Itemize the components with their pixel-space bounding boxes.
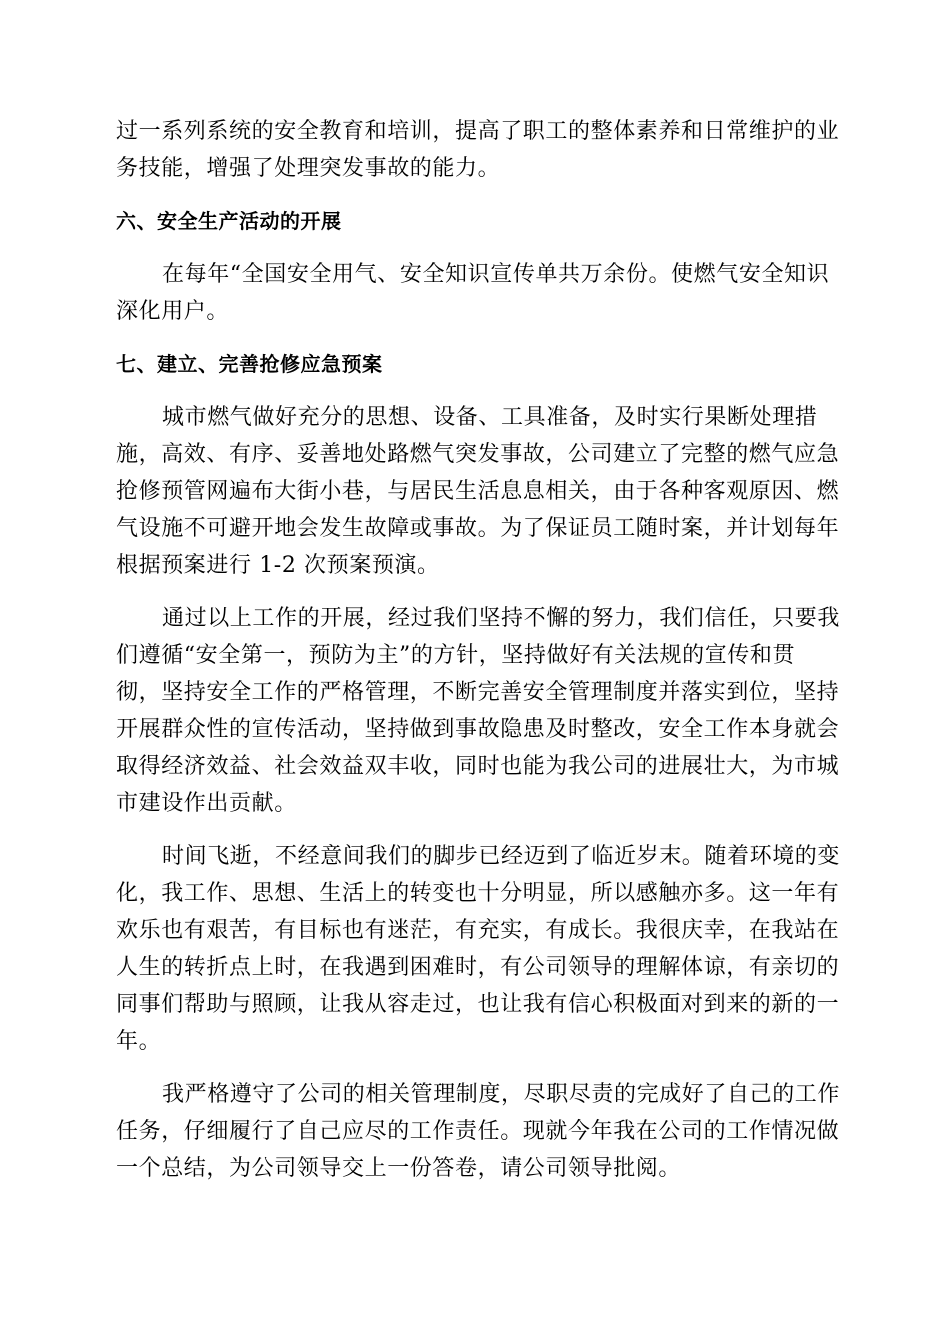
text-line: 过一系列系统的安全教育和培训，提高了职工的整体素养和日常维护的业 — [116, 119, 840, 144]
text-line: 同事们帮助与照顾，让我从容走过，也让我有信心积极面对到来的新的一 — [116, 992, 840, 1017]
text-line: 气设施不可避开地会发生故障或事故。为了保证员工随时案，并计划每年 — [116, 516, 840, 541]
paragraph-conclusion — [116, 600, 841, 822]
text-line: 市建设作出贡献。 — [116, 791, 297, 816]
text-line: 城市燃气做好充分的思想、设备、工具准备，及时实行果断处理措 — [162, 405, 818, 430]
paragraph-section-7 — [116, 399, 840, 584]
paragraph-reflection — [116, 838, 841, 1060]
text-line: 务技能，增强了处理突发事故的能力。 — [116, 156, 501, 181]
text-line: 时间飞逝，不经意间我们的脚步已经迈到了临近岁末。随着环境的变 — [162, 844, 841, 869]
text-line: 们遵循“安全第一，预防为主”的方针，坚持做好有关法规的宣传和贯 — [116, 643, 796, 668]
text-line: 我严格遵守了公司的相关管理制度，尽职尽责的完成好了自己的工作 — [162, 1082, 841, 1107]
text-line: 取得经济效益、社会效益双丰收，同时也能为我公司的进展壮大，为市城 — [116, 754, 840, 779]
section-heading-7: 七、建立、完善抢修应急预案 — [116, 352, 383, 376]
text-line: 年。 — [116, 1029, 162, 1054]
text-line: 任务，仔细履行了自己应尽的工作责任。现就今年我在公司的工作情况做 — [116, 1119, 840, 1144]
text-line: 化，我工作、思想、生活上的转变也十分明显，所以感触亦多。这一年有 — [116, 881, 840, 906]
paragraph-intro — [116, 113, 840, 187]
text-line: 深化用户。 — [116, 299, 230, 324]
text-line: 彻，坚持安全工作的严格管理，不断完善安全管理制度并落实到位，坚持 — [116, 680, 840, 705]
text-line: 通过以上工作的开展，经过我们坚持不懈的努力，我们信任，只要我 — [162, 606, 841, 631]
document-body — [116, 113, 841, 1203]
paragraph-section-6 — [116, 256, 832, 330]
section-heading-6: 六、安全生产活动的开展 — [116, 209, 342, 233]
text-line: 根据预案进行 1-2 次预案预演。 — [116, 553, 440, 578]
text-line: 开展群众性的宣传活动，坚持做到事故隐患及时整改，安全工作本身就会 — [116, 717, 840, 742]
text-line: 在每年“全国安全用气、安全知识宣传单共万余份。使燃气安全知识 — [162, 262, 830, 287]
paragraph-summary — [116, 1076, 841, 1187]
text-line: 施，高效、有序、妥善地处路燃气突发事故，公司建立了完整的燃气应急 — [116, 442, 840, 467]
text-line: 一个总结，为公司领导交上一份答卷，请公司领导批阅。 — [116, 1156, 682, 1181]
text-line: 人生的转折点上时，在我遇到困难时，有公司领导的理解体谅，有亲切的 — [116, 955, 840, 980]
text-line: 抢修预管网遍布大街小巷，与居民生活息息相关，由于各种客观原因、燃 — [116, 479, 840, 504]
text-line: 欢乐也有艰苦，有目标也有迷茫，有充实，有成长。我很庆幸，在我站在 — [116, 918, 840, 943]
